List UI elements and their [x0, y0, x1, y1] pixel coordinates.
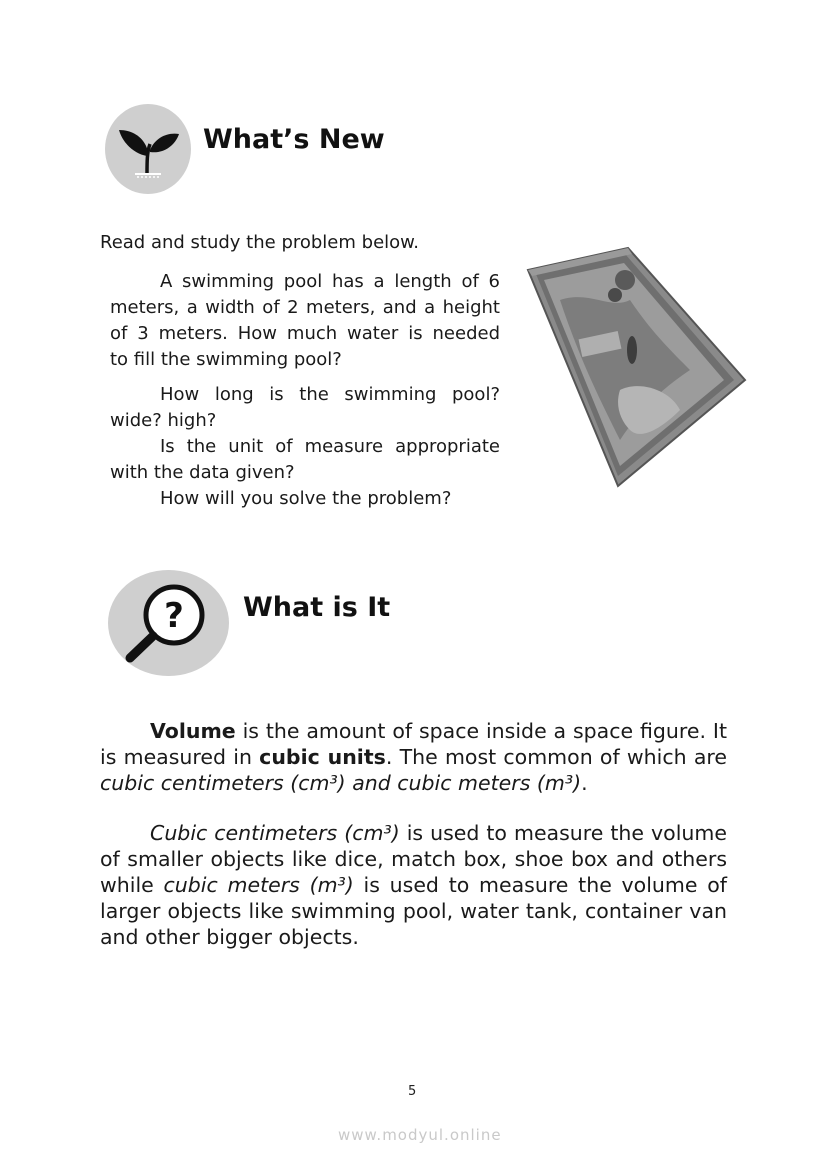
- plant-sprout-icon: [105, 104, 191, 194]
- common-units: cubic centimeters (cm³) and cubic meters (m³): [100, 771, 582, 795]
- watermark: www.modyul.online: [338, 1126, 502, 1144]
- question-1a: How long is the swimming pool?: [160, 384, 500, 405]
- problem-line-1: A swimming pool has a length of 6: [160, 271, 500, 292]
- definition-end: .: [581, 771, 588, 795]
- problem-line-4: to fill the swimming pool?: [110, 349, 342, 370]
- cubic-units-term: cubic units: [259, 745, 386, 769]
- cubic-centimeters-term: Cubic centimeters (cm³): [150, 821, 400, 845]
- what-is-it-heading: What is It: [243, 592, 391, 623]
- problem-paragraph: [110, 269, 500, 373]
- usage-text-2: is used to measure the volume of larger objects like swimming pool, water tank, container van and other bigger objects.: [100, 873, 728, 949]
- guide-questions: [110, 382, 500, 512]
- question-3: How will you solve the problem?: [160, 488, 452, 509]
- question-2a: Is the unit of measure appropriate: [160, 436, 500, 457]
- usage-text-1: is used to measure the volume of smaller objects like dice, match box, shoe box and others while: [100, 821, 727, 897]
- swimming-pool-illustration: [520, 240, 750, 490]
- intro-text: Read and study the problem below.: [100, 232, 419, 253]
- definition-text-1: is the amount of space inside a space figure. It is measured in: [100, 719, 727, 769]
- problem-line-2: meters, a width of 2 meters, and a height: [110, 297, 500, 318]
- page-number: 5: [408, 1084, 417, 1099]
- volume-term: Volume: [150, 719, 236, 743]
- definition-text-2: . The most common of which are: [385, 745, 727, 769]
- units-usage-paragraph: [100, 820, 727, 950]
- whats-new-heading: What’s New: [203, 124, 385, 155]
- volume-definition-paragraph: [100, 718, 727, 796]
- svg-text:?: ?: [164, 596, 184, 636]
- question-1b: wide? high?: [110, 410, 217, 431]
- what-is-it-icon-circle: [108, 570, 229, 676]
- question-2b: with the data given?: [110, 462, 295, 483]
- cubic-meters-term: cubic meters (m³): [163, 873, 354, 897]
- problem-line-3: of 3 meters. How much water is needed: [110, 323, 500, 344]
- whats-new-icon-circle: [105, 104, 191, 194]
- magnifier-question-icon: [108, 570, 229, 676]
